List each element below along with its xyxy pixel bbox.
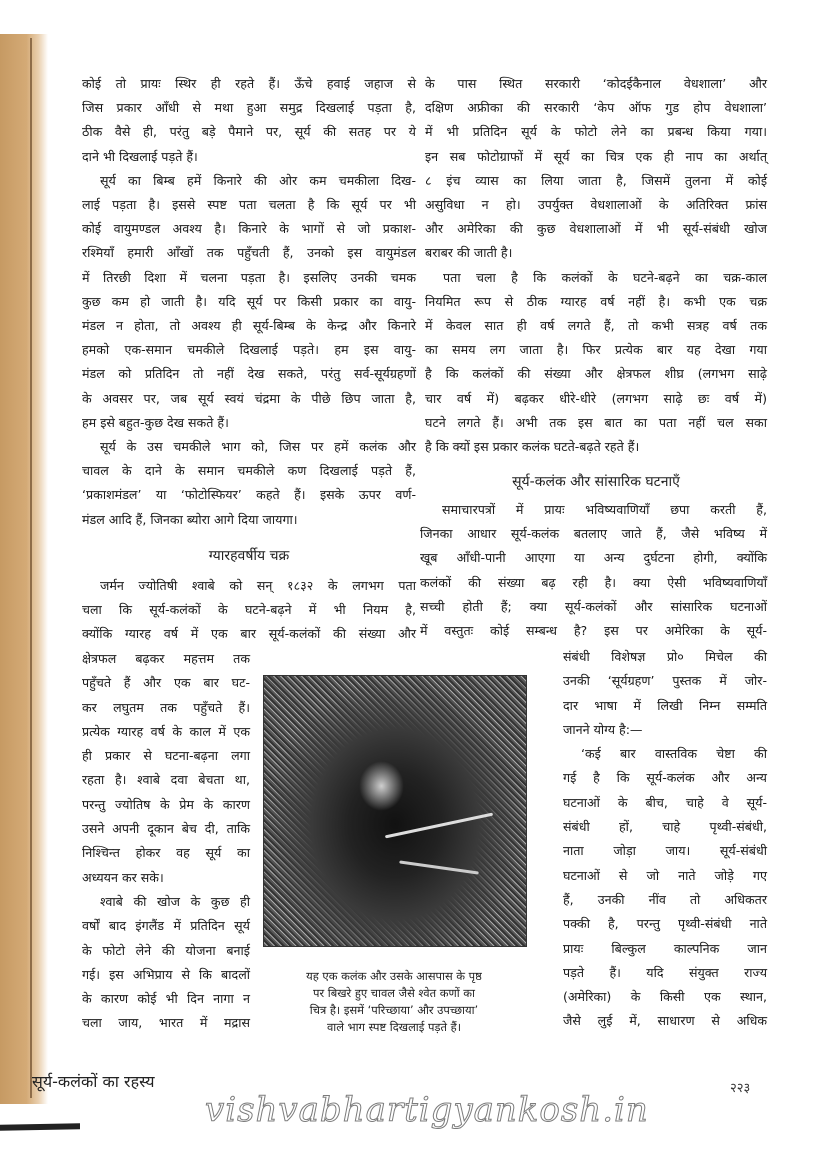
quote-line: नाता जोड़ा जाय। सूर्य-संबंधी <box>563 843 767 859</box>
spine-shadow <box>0 1123 80 1130</box>
left-column-cycle <box>82 574 416 647</box>
text-line: दक्षिण अफ्रीका की सरकारी ‘केप ऑफ गुड होप वेधशाला’ <box>425 100 767 116</box>
text-line: पता चला है कि कलंकों के घटने-बढ़ने का चक्र-काल <box>443 269 767 285</box>
book-spine <box>0 34 48 1104</box>
text-line: है कि क्यों इस प्रकार कलंक घटते-बढ़ते रहते हैं। <box>425 439 640 455</box>
right-column <box>425 72 767 459</box>
caption-line: पर बिखरे हुए चावल जैसे श्वेत कणों का <box>313 986 475 1000</box>
text-line: कुछ कम हो जाती है। यदि सूर्य पर किसी प्रकार का वायु- <box>82 293 416 309</box>
text-line: में केवल सात ही वर्ष लगते हैं, तो कभी सत्रह वर्ष तक <box>425 318 767 334</box>
quote-line: पड़ते हैं। यदि संयुक्त राज्य <box>563 964 767 980</box>
text-line: प्रत्येक ग्यारह वर्ष के काल में एक <box>82 723 250 739</box>
section-heading-sunspots-worldly-events: सूर्य-कलंक और सांसारिक घटनाएँ <box>512 474 680 490</box>
text-line: उनकी ‘सूर्यग्रहण’ पुस्तक में जोर- <box>563 673 767 689</box>
text-line: जानने योग्य है:— <box>563 721 643 737</box>
text-line: चला कि सूर्य-कलंकों के घटने-बढ़ने में भी नियम है, <box>82 602 416 618</box>
photo-streak <box>399 860 479 874</box>
quote-line: ‘कई बार वास्तविक चेष्टा की <box>581 746 767 762</box>
text-line: का समय लग जाता है। फिर प्रत्येक बार यह देखा गया <box>425 342 767 358</box>
left-column-narrow <box>82 647 250 1036</box>
text-line: है कि कलंकों की संख्या और क्षेत्रफल शीघ्र (लगभग साढ़े <box>425 366 767 382</box>
text-line: निश्चिन्त होकर वह सूर्य का <box>82 845 250 861</box>
text-line: दाने भी दिखलाई पड़ते हैं। <box>82 148 198 164</box>
text-line: कर लघुतम तक पहुँचते हैं। <box>82 699 250 715</box>
text-line: रश्मियाँ हमारी आँखों तक पहुँचती हैं, उनको इस वायुमंडल <box>82 245 416 261</box>
quote-line: (अमेरिका) के किसी एक स्थान, <box>563 989 767 1005</box>
text-line: और अमेरिका की कुछ वेधशालाओं में भी सूर्य-संबंधी खोज <box>425 221 767 237</box>
text-line: के फोटो लेने की योजना बनाई <box>82 942 250 958</box>
left-column <box>82 72 416 532</box>
text-line: पहुँचते हैं और एक बार घट- <box>82 675 250 691</box>
text-line: ८ इंच व्यास का लिया जाता है, जिसमें तुलना में कोई <box>425 172 767 188</box>
text-line: ‘प्रकाशमंडल’ या ‘फोटोस्फियर’ कहते हैं। इसके ऊपर वर्ण- <box>82 487 416 503</box>
quote-line: गई है कि सूर्य-कलंक और अन्य <box>563 770 767 786</box>
text-line: बराबर की जाती है। <box>425 245 513 261</box>
text-line: के पास स्थित सरकारी ‘कोदईकैनाल वेधशाला’ और <box>425 76 767 91</box>
quote-line: घटनाओं के बीच, चाहे वे सूर्य- <box>563 794 767 810</box>
text-line: परन्तु ज्योतिष के प्रेम के कारण <box>82 796 250 812</box>
text-line: गई। इस अभिप्राय से कि बादलों <box>82 966 250 982</box>
text-line: में भी प्रतिदिन सूर्य के फोटो लेने का प्रबन्ध किया गया। <box>425 124 767 140</box>
text-line: रहता है। श्वाबे दवा बेचता था, <box>82 772 250 788</box>
text-line: असुविधा न हो। उपर्युक्त वेधशालाओं के अतिरिक्त फ्रांस <box>425 197 767 213</box>
sunspot-photo <box>263 675 527 947</box>
text-line: अध्ययन कर सके। <box>82 869 164 885</box>
text-line: जिस प्रकार आँधी से मथा हुआ समुद्र दिखलाई पड़ता है, <box>82 100 416 116</box>
quote-line: प्रायः बिल्कुल काल्पनिक जान <box>563 940 767 956</box>
quote-line: संबंधी हों, चाहे पृथ्वी-संबंधी, <box>563 819 767 835</box>
photo-streak <box>385 813 493 839</box>
text-line: में वस्तुतः कोई सम्बन्ध है? इस पर अमेरिका के सूर्य- <box>420 623 767 639</box>
text-line: सूर्य का बिम्ब हमें किनारे की ओर कम चमकीला दिख- <box>100 172 416 188</box>
text-line: जर्मन ज्योतिषी श्वाबे को सन् १८३२ के लगभग पता <box>100 578 416 593</box>
watermark: vishvabhartigyankosh.in <box>205 1090 649 1130</box>
quote-line: हैं, उनकी नींव तो अधिकतर <box>563 891 767 907</box>
text-line: ठीक वैसे ही, परंतु बड़े पैमाने पर, सूर्य की सतह पर ये <box>82 124 416 140</box>
quote-line: पक्की है, परन्तु पृथ्वी-संबंधी नाते <box>563 916 767 932</box>
text-line: नियमित रूप से ठीक ग्यारह वर्ष नहीं है। कभी एक चक्र <box>425 293 767 309</box>
text-line: लाई पड़ता है। इससे स्पष्ट पता चलता है कि सूर्य पर भी <box>82 197 416 213</box>
text-line: कोई तो प्रायः स्थिर ही रहते हैं। ऊँचे हवाई जहाज से <box>82 76 416 91</box>
text-line: चार वर्ष में) बढ़कर धीरे-धीरे (लगभग साढ़े छः वर्ष में) <box>425 390 767 406</box>
caption-line: चित्र है। इसमें ‘परिच्छाया’ और उपच्छाया’ <box>309 1003 479 1017</box>
text-line: के अवसर पर, जब सूर्य स्वयं चंद्रमा के पीछे छिप जाता है, <box>82 390 416 406</box>
text-line: क्योंकि ग्यारह वर्ष में एक बार सूर्य-कलंकों की संख्या और <box>82 626 416 642</box>
text-line: घटने लगते हैं। अभी तक इस बात का पता नहीं चल सका <box>425 414 767 430</box>
text-line: हमको एक-समान चमकीले दिखलाई पड़ते। हम इस वायु- <box>82 342 416 358</box>
spine-edge <box>30 38 32 1098</box>
text-line: क्षेत्रफल बढ़कर महत्तम तक <box>82 651 250 666</box>
text-line: श्वाबे की खोज के कुछ ही <box>100 893 250 909</box>
text-line: इन सब फोटोग्राफों में सूर्य का चित्र एक ही नाप का अर्थात् <box>425 148 767 164</box>
text-line: चावल के दाने के समान चमकीले कण दिखलाई पड़ते हैं, <box>82 463 416 479</box>
text-line: संबंधी विशेषज्ञ प्रो० मिचेल की <box>563 649 767 664</box>
text-line: मंडल न होता, तो अवश्य ही सूर्य-बिम्ब के केन्द्र और किनारे <box>82 318 416 334</box>
paragraph-photosphere <box>82 435 416 532</box>
text-line: में तिरछी दिशा में चलना पड़ता है। इसलिए उनकी चमक <box>82 269 416 285</box>
paragraph-sun-disc <box>82 169 416 435</box>
text-line: के कारण कोई भी दिन नागा न <box>82 991 250 1007</box>
figure-caption <box>258 968 530 1036</box>
text-line: सूर्य के उस चमकीले भाग को, जिस पर हमें कलंक और <box>100 439 416 455</box>
text-line: हम इसे बहुत-कुछ देख सकते हैं। <box>82 414 229 430</box>
text-line: खूब आँधी-पानी आएगा या अन्य दुर्घटना होगी, क्योंकि <box>420 550 767 566</box>
text-line: कोई वायुमण्डल अवश्य है। किनारे के भागों से जो प्रकाश- <box>82 221 416 237</box>
quote-line: जैसे लुई में, साधारण से अधिक <box>563 1013 767 1029</box>
running-footer-title: सूर्य-कलंकों का रहस्य <box>32 1072 155 1091</box>
text-line: जिनका आधार सूर्य-कलंक बतलाए जाते हैं, जैसे भविष्य में <box>420 526 767 542</box>
text-line: दार भाषा में लिखी निम्न सम्मति <box>563 697 767 713</box>
caption-line: वाले भाग स्पष्ट दिखलाई पड़ते हैं। <box>326 1020 462 1034</box>
text-line: समाचारपत्रों में प्रायः भविष्यवाणियाँ छपा करती हैं, <box>442 502 767 517</box>
text-line: उसने अपनी दूकान बेच दी, ताकि <box>82 821 250 837</box>
text-line: सच्ची होती हैं; क्या सूर्य-कलंकों और सांसारिक घटनाओं <box>420 598 767 614</box>
caption-line: यह एक कलंक और उसके आसपास के पृष्ठ <box>306 969 482 983</box>
quote-line: घटनाओं से जो नाते जोड़े गए <box>563 867 767 883</box>
photo-bright-region <box>359 761 404 811</box>
text-line: वर्षों बाद इंगलैंड में प्रतिदिन सूर्य <box>82 918 250 934</box>
text-line: चला जाय, भारत में मद्रास <box>82 1015 250 1031</box>
right-column-events <box>420 498 767 643</box>
right-column-narrow <box>563 645 767 1034</box>
section-heading-eleven-year-cycle: ग्यारहवर्षीय चक्र <box>208 548 290 564</box>
text-line: कलंकों की संख्या बढ़ रही है। क्या ऐसी भविष्यवाणियाँ <box>420 574 767 590</box>
paragraph-continued <box>82 72 416 169</box>
text-line: मंडल को प्रतिदिन तो नहीं देख सकते, परंतु सर्व-सूर्यग्रहणों <box>82 366 416 382</box>
page-number: २२३ <box>730 1081 751 1096</box>
text-line: ही प्रकार से घटना-बढ़ना लगा <box>82 748 250 764</box>
text-line: मंडल आदि हैं, जिनका ब्योरा आगे दिया जायगा। <box>82 511 298 527</box>
